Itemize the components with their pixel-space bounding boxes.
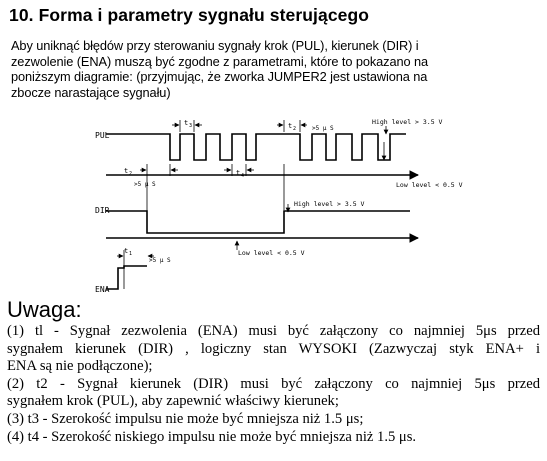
ena-signal-label: ENA: [95, 285, 110, 294]
dir-waveform: [106, 211, 410, 233]
t2-second-subscript: 2: [293, 126, 297, 132]
note-line: (4) t4 - Szerokość niskiego impulsu nie może być mniejsza niż 1.5 μs.: [7, 428, 417, 445]
note-line: sygnałem krok (PUL), aby zapewnić właściwy kierunek;: [7, 393, 339, 410]
t4-subscript: 4: [241, 173, 245, 179]
note-line: (2) t2 - Sygnał kierunek (DIR) musi być załączony co najmniej 5μs przed: [7, 375, 540, 392]
t4-label: t: [236, 169, 241, 177]
t3-label: t: [184, 119, 189, 127]
note-line: sygnałem kierunek (DIR) , logiczny stan WYSOKI (Zazwyczaj styk ENA+ i: [7, 340, 540, 357]
t4-marker: [224, 164, 254, 179]
t2-second-label: t: [288, 122, 293, 130]
t2-second-min-label: >5 μ S: [312, 125, 334, 132]
t2-marker: [124, 164, 178, 212]
t1-min-label: >5 μ S: [149, 257, 171, 264]
notes-list: [7, 323, 540, 446]
t2-subscript: 2: [129, 171, 133, 177]
t1-label: t: [124, 247, 129, 255]
section-title: 10. Forma i parametry sygnału sterującego: [9, 5, 370, 25]
note-line: ENA są nie podłączone);: [7, 358, 153, 375]
t3-subscript: 3: [189, 123, 193, 129]
t1-subscript: 1: [129, 251, 133, 257]
t2-label: t: [124, 167, 129, 175]
pul-high-level-label: High level > 3.5 V: [372, 118, 443, 126]
t3-marker: [172, 119, 202, 132]
pul-low-level-label: Low level < 0.5 V: [396, 181, 463, 189]
notes-heading: Uwaga:: [7, 297, 82, 322]
note-line: (3) t3 - Szerokość impulsu nie może być mniejsza niż 1.5 μs;: [7, 410, 364, 427]
ena-waveform: [106, 266, 147, 289]
intro-line: zezwolenie (ENA) muszą być zgodne z parametrami, które to pokazano na: [11, 53, 429, 69]
t2-second-marker: [277, 120, 334, 132]
intro-line: Aby uniknąć błędów przy sterowaniu sygnały krok (PUL), kierunek (DIR) i: [11, 38, 419, 53]
intro-line: zbocze narastające sygnału): [11, 84, 171, 100]
intro-line: poniższym diagramie: (przyjmując, że zworka JUMPER2 jest ustawiona na: [11, 69, 428, 84]
pul-waveform: [106, 134, 406, 160]
dir-high-level-label: High level > 3.5 V: [294, 200, 365, 208]
t2-min-label: >5 μ S: [134, 181, 156, 188]
dir-low-level-label: Low level < 0.5 V: [238, 249, 305, 257]
dir-signal-label: DIR: [95, 206, 110, 215]
note-line: (1) tl - Sygnał zezwolenia (ENA) musi być załączony co najmniej 5μs przed: [7, 323, 540, 339]
pul-signal-label: PUL: [95, 131, 110, 140]
t1-marker: [117, 247, 171, 266]
